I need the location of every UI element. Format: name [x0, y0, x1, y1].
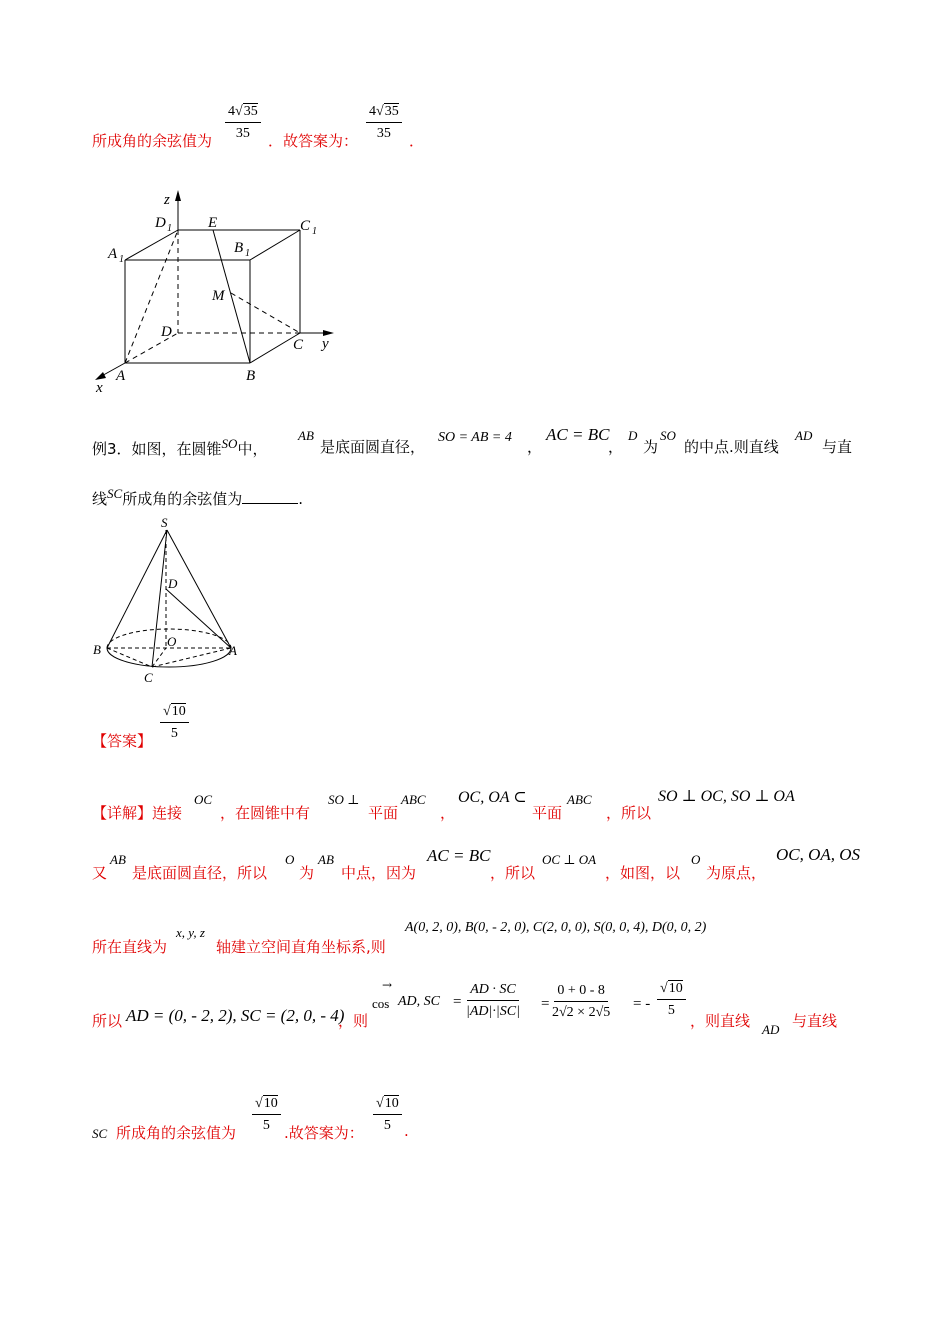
example3-line1: 例3．如图，在圆锥$^{SO}$中，	[92, 436, 268, 458]
cone-label-A: A	[229, 643, 237, 658]
cube-label-B1-sub: 1	[245, 248, 250, 259]
cos-fraction: $\frac{AD \cdot SC}{|AD|\cdot|SC|}$	[466, 982, 520, 1019]
value-fraction: $\frac{0 + 0 - 8}{2√2 \times 2√5}$	[552, 983, 611, 1020]
cube-label-D1-sub: 1	[167, 223, 172, 234]
top-end: ．	[409, 132, 425, 150]
cone-figure	[0, 500, 300, 690]
cube-label-z: z	[164, 192, 170, 208]
top-mid: ．故答案为：	[268, 132, 359, 150]
top-fraction-2: $\frac{4√35}{35}$	[366, 104, 402, 143]
cube-label-D1: D	[155, 215, 166, 231]
cube-label-B: B	[246, 368, 256, 384]
example3-line2: 线$^{SC}$所成角的余弦值为 .	[92, 486, 303, 508]
cone-label-B: B	[93, 642, 101, 657]
answer-label: 【答案】	[92, 732, 153, 750]
cube-label-C1-sub: 1	[312, 226, 317, 237]
cone-label-O: O	[167, 634, 177, 649]
cube-label-D: D	[161, 324, 172, 340]
cone-label-D: D	[168, 576, 178, 591]
cube-label-A: A	[116, 368, 126, 384]
cube-label-A1-sub: 1	[119, 254, 124, 265]
top-text: 所成角的余弦值为	[92, 132, 213, 150]
cube-label-C: C	[293, 337, 304, 353]
cube-label-x: x	[96, 380, 103, 396]
cone-label-C: C	[144, 670, 153, 685]
cube-label-C1: C	[300, 218, 311, 234]
cube-figure	[0, 0, 950, 420]
final-fraction-1: $\frac{√10}{5}$	[252, 1096, 281, 1135]
top-fraction-1: $\frac{4√35}{35}$	[225, 104, 261, 143]
result-fraction: $\frac{√10}{5}$	[657, 981, 686, 1020]
cube-label-M: M	[212, 288, 225, 304]
cube-label-y: y	[322, 336, 329, 352]
answer-fraction: $\frac{√10}{5}$	[160, 704, 189, 743]
cube-label-E: E	[208, 215, 218, 231]
cube-label-B1: B	[234, 240, 244, 256]
cube-label-A1: A	[108, 246, 118, 262]
final-fraction-2: $\frac{√10}{5}$	[373, 1096, 402, 1135]
cone-label-S: S	[161, 515, 168, 530]
